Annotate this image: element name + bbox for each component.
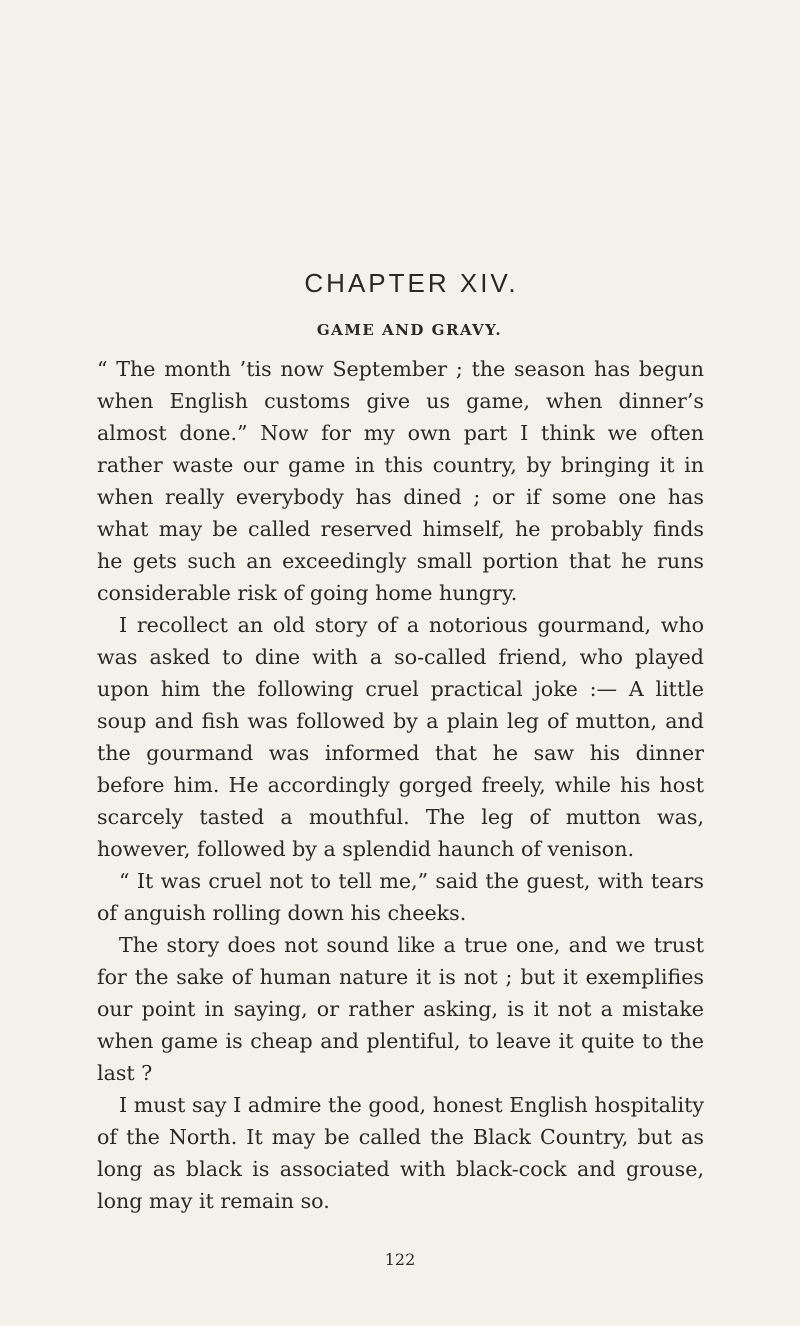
paragraph-guest-quote: “ It was cruel not to tell me,” said the guest, with tears of anguish rolling down his cheeks. [97, 869, 704, 925]
page-number: 122 [384, 1250, 416, 1269]
paragraph-gourmand-story: I recollect an old story of a notorious gourmand, who was asked to dine with a so-called friend, who played upon him the following cruel practical joke :— A little soup and fish was followed by a plain leg of mutton, and the gourmand was informed that he saw his dinner before him. He accordingly gorged freely, while his host scarcely tasted a mouthful. The leg of mutton was, however, followed by a splendid haunch of venison. [97, 613, 704, 861]
book-page [97, 268, 704, 1217]
paragraph-opening: “ The month ’tis now September ; the season has begun when English customs give us game, when dinner’s almost done.” Now for my own part I think we often rather waste our game in this country, by bringing it in when really everybody has dined ; or if some one has what may be called reserved himself, he probably finds he gets such an exceedingly small portion that he runs considerable risk of going home hungry. [97, 357, 704, 605]
chapter-title: CHAPTER XIV. [304, 268, 519, 298]
paragraph-north-hospitality: I must say I admire the good, honest English hospitality of the North. It may be called the Black Country, but as long as black is associated with black-cock and grouse, long may it remain so. [97, 1093, 704, 1213]
paragraph-moral: The story does not sound like a true one, and we trust for the sake of human nature it is not ; but it exemplifies our point in saying, or rather asking, is it not a mistake when game is cheap and plentiful, to leave it quite to the last ? [97, 933, 704, 1085]
chapter-subtitle: GAME AND GRAVY. [316, 321, 503, 339]
